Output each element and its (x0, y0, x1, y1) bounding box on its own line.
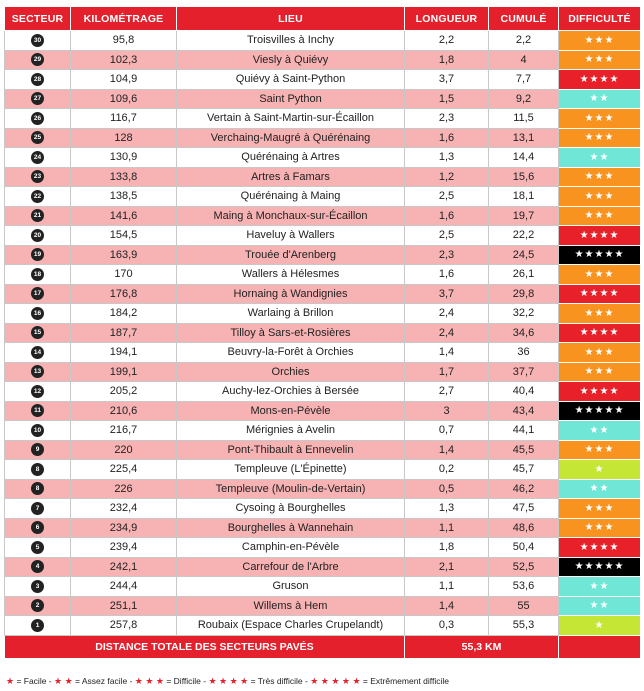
cumule-cell: 22,2 (489, 226, 559, 246)
cumule-cell: 15,6 (489, 167, 559, 187)
table-row (5, 187, 641, 207)
difficulty-stars-cell: ★★ (559, 148, 641, 168)
longueur-cell: 1,3 (405, 499, 489, 519)
kilometrage-cell: 176,8 (71, 284, 177, 304)
cumule-cell: 45,7 (489, 460, 559, 480)
kilometrage-cell: 95,8 (71, 31, 177, 51)
secteur-cell (5, 89, 71, 109)
table-row (5, 616, 641, 636)
difficulty-stars-cell: ★★★ (559, 109, 641, 129)
kilometrage-cell: 130,9 (71, 148, 177, 168)
lieu-cell: Roubaix (Espace Charles Crupelandt) (177, 616, 405, 636)
cumule-cell: 37,7 (489, 362, 559, 382)
lieu-cell: Pont-Thibault à Ennevelin (177, 440, 405, 460)
difficulty-stars-cell: ★★ (559, 479, 641, 499)
longueur-cell: 2,5 (405, 187, 489, 207)
difficulty-stars-cell: ★★★★ (559, 538, 641, 558)
header-longueur: LONGUEUR (405, 7, 489, 31)
longueur-cell: 1,2 (405, 167, 489, 187)
cumule-cell: 55 (489, 596, 559, 616)
secteur-cell (5, 557, 71, 577)
secteur-cell (5, 616, 71, 636)
header-row (5, 7, 641, 31)
longueur-cell: 1,6 (405, 128, 489, 148)
kilometrage-cell: 170 (71, 265, 177, 285)
kilometrage-cell: 184,2 (71, 304, 177, 324)
difficulty-legend (6, 676, 449, 687)
cumule-cell: 32,2 (489, 304, 559, 324)
difficulty-stars-cell: ★★★ (559, 362, 641, 382)
cumule-cell: 24,5 (489, 245, 559, 265)
lieu-cell: Troisvilles à Inchy (177, 31, 405, 51)
kilometrage-cell: 220 (71, 440, 177, 460)
kilometrage-cell: 102,3 (71, 50, 177, 70)
longueur-cell: 1,4 (405, 440, 489, 460)
table-row (5, 148, 641, 168)
difficulty-stars-cell: ★★★ (559, 31, 641, 51)
kilometrage-cell: 251,1 (71, 596, 177, 616)
secteur-number-badge: 4 (31, 560, 44, 573)
cumule-cell: 4 (489, 50, 559, 70)
cumule-cell: 34,6 (489, 323, 559, 343)
secteur-number-badge: 17 (31, 287, 44, 300)
lieu-cell: Orchies (177, 362, 405, 382)
kilometrage-cell: 138,5 (71, 187, 177, 207)
difficulty-stars-cell: ★★★★ (559, 323, 641, 343)
legend-stars-icon: ★ ★ ★ ★ ★ (310, 676, 361, 686)
cumule-cell: 50,4 (489, 538, 559, 558)
legend-label: = Extrêmement difficile (360, 676, 449, 686)
longueur-cell: 1,1 (405, 518, 489, 538)
difficulty-stars-cell: ★★★ (559, 499, 641, 519)
lieu-cell: Saint Python (177, 89, 405, 109)
kilometrage-cell: 232,4 (71, 499, 177, 519)
secteur-cell (5, 460, 71, 480)
longueur-cell: 1,1 (405, 577, 489, 597)
table-row (5, 382, 641, 402)
table-row (5, 70, 641, 90)
lieu-cell: Viesly à Quiévy (177, 50, 405, 70)
difficulty-stars-cell: ★★ (559, 596, 641, 616)
total-label: DISTANCE TOTALE DES SECTEURS PAVÉS (5, 635, 405, 658)
longueur-cell: 1,6 (405, 206, 489, 226)
cumule-cell: 44,1 (489, 421, 559, 441)
cumule-cell: 14,4 (489, 148, 559, 168)
lieu-cell: Trouée d'Arenberg (177, 245, 405, 265)
secteur-cell (5, 323, 71, 343)
secteur-number-badge: 2 (31, 599, 44, 612)
cumule-cell: 13,1 (489, 128, 559, 148)
total-row (5, 635, 641, 658)
lieu-cell: Templeuve (Moulin-de-Vertain) (177, 479, 405, 499)
header-lieu: LIEU (177, 7, 405, 31)
secteur-number-badge: 19 (31, 248, 44, 261)
secteur-cell (5, 148, 71, 168)
table-row (5, 479, 641, 499)
secteur-cell (5, 206, 71, 226)
secteur-cell (5, 440, 71, 460)
table-row (5, 577, 641, 597)
table-row (5, 557, 641, 577)
cumule-cell: 19,7 (489, 206, 559, 226)
legend-stars-icon: ★ ★ ★ ★ (208, 676, 249, 686)
cumule-cell: 11,5 (489, 109, 559, 129)
difficulty-stars-cell: ★ (559, 616, 641, 636)
longueur-cell: 2,2 (405, 31, 489, 51)
secteur-cell (5, 596, 71, 616)
difficulty-stars-cell: ★★★ (559, 440, 641, 460)
secteur-number-badge: 29 (31, 53, 44, 66)
table-row (5, 89, 641, 109)
secteur-cell (5, 362, 71, 382)
table-row (5, 50, 641, 70)
lieu-cell: Tilloy à Sars-et-Rosières (177, 323, 405, 343)
secteur-number-badge: 21 (31, 209, 44, 222)
table-row (5, 206, 641, 226)
kilometrage-cell: 239,4 (71, 538, 177, 558)
secteur-number-badge: 12 (31, 385, 44, 398)
lieu-cell: Willems à Hem (177, 596, 405, 616)
secteur-number-badge: 7 (31, 502, 44, 515)
kilometrage-cell: 244,4 (71, 577, 177, 597)
secteur-cell (5, 479, 71, 499)
difficulty-stars-cell: ★ (559, 460, 641, 480)
cumule-cell: 9,2 (489, 89, 559, 109)
lieu-cell: Bourghelles à Wannehain (177, 518, 405, 538)
table-row (5, 265, 641, 285)
kilometrage-cell: 194,1 (71, 343, 177, 363)
longueur-cell: 3,7 (405, 70, 489, 90)
kilometrage-cell: 104,9 (71, 70, 177, 90)
lieu-cell: Gruson (177, 577, 405, 597)
longueur-cell: 1,4 (405, 343, 489, 363)
secteur-cell (5, 167, 71, 187)
table-row (5, 109, 641, 129)
secteur-number-badge: 11 (31, 404, 44, 417)
difficulty-stars-cell: ★★★★★ (559, 557, 641, 577)
secteur-number-badge: 8 (31, 482, 44, 495)
table-row (5, 167, 641, 187)
cumule-cell: 53,6 (489, 577, 559, 597)
difficulty-stars-cell: ★★★★★ (559, 245, 641, 265)
kilometrage-cell: 242,1 (71, 557, 177, 577)
kilometrage-cell: 163,9 (71, 245, 177, 265)
total-value: 55,3 KM (405, 635, 559, 658)
cumule-cell: 55,3 (489, 616, 559, 636)
longueur-cell: 1,8 (405, 538, 489, 558)
legend-stars-icon: ★ ★ ★ (134, 676, 164, 686)
difficulty-stars-cell: ★★★ (559, 128, 641, 148)
legend-stars-icon: ★ (6, 676, 15, 686)
secteur-number-badge: 22 (31, 190, 44, 203)
table-row (5, 401, 641, 421)
cumule-cell: 43,4 (489, 401, 559, 421)
table-row (5, 226, 641, 246)
longueur-cell: 2,3 (405, 109, 489, 129)
longueur-cell: 0,7 (405, 421, 489, 441)
table-row (5, 596, 641, 616)
legend-label: = Difficile - (163, 676, 209, 686)
lieu-cell: Quiévy à Saint-Python (177, 70, 405, 90)
table-row (5, 245, 641, 265)
secteur-number-badge: 24 (31, 151, 44, 164)
longueur-cell: 3 (405, 401, 489, 421)
cumule-cell: 40,4 (489, 382, 559, 402)
kilometrage-cell: 199,1 (71, 362, 177, 382)
difficulty-stars-cell: ★★★★★ (559, 401, 641, 421)
secteur-cell (5, 245, 71, 265)
cumule-cell: 7,7 (489, 70, 559, 90)
lieu-cell: Auchy-lez-Orchies à Bersée (177, 382, 405, 402)
secteur-cell (5, 577, 71, 597)
difficulty-stars-cell: ★★★ (559, 518, 641, 538)
lieu-cell: Wallers à Hélesmes (177, 265, 405, 285)
legend-stars-icon: ★ ★ (54, 676, 73, 686)
lieu-cell: Verchaing-Maugré à Quérénaing (177, 128, 405, 148)
difficulty-stars-cell: ★★★ (559, 167, 641, 187)
table-row (5, 304, 641, 324)
secteur-number-badge: 26 (31, 112, 44, 125)
secteur-cell (5, 401, 71, 421)
difficulty-stars-cell: ★★★ (559, 265, 641, 285)
table-row (5, 499, 641, 519)
cumule-cell: 46,2 (489, 479, 559, 499)
header-secteur: SECTEUR (5, 7, 71, 31)
kilometrage-cell: 257,8 (71, 616, 177, 636)
total-filler (559, 635, 641, 658)
secteur-cell (5, 265, 71, 285)
secteur-cell (5, 343, 71, 363)
longueur-cell: 0,2 (405, 460, 489, 480)
legend-label: = Facile - (14, 676, 54, 686)
secteur-number-badge: 14 (31, 346, 44, 359)
header-kilometrage: KILOMÉTRAGE (71, 7, 177, 31)
table-row (5, 538, 641, 558)
kilometrage-cell: 205,2 (71, 382, 177, 402)
header-cumule: CUMULÉ (489, 7, 559, 31)
longueur-cell: 0,5 (405, 479, 489, 499)
cumule-cell: 2,2 (489, 31, 559, 51)
cumule-cell: 36 (489, 343, 559, 363)
lieu-cell: Templeuve (L'Épinette) (177, 460, 405, 480)
cumule-cell: 52,5 (489, 557, 559, 577)
difficulty-stars-cell: ★★★ (559, 50, 641, 70)
secteur-cell (5, 70, 71, 90)
table-row (5, 440, 641, 460)
secteur-number-badge: 1 (31, 619, 44, 632)
longueur-cell: 2,4 (405, 323, 489, 343)
table-row (5, 518, 641, 538)
secteur-cell (5, 109, 71, 129)
secteur-number-badge: 23 (31, 170, 44, 183)
difficulty-stars-cell: ★★ (559, 421, 641, 441)
longueur-cell: 1,7 (405, 362, 489, 382)
difficulty-stars-cell: ★★ (559, 577, 641, 597)
lieu-cell: Vertain à Saint-Martin-sur-Écaillon (177, 109, 405, 129)
legend-label: = Très difficile - (248, 676, 311, 686)
table-row (5, 31, 641, 51)
lieu-cell: Artres à Famars (177, 167, 405, 187)
table-row (5, 128, 641, 148)
lieu-cell: Mons-en-Pévèle (177, 401, 405, 421)
lieu-cell: Beuvry-la-Forêt à Orchies (177, 343, 405, 363)
kilometrage-cell: 225,4 (71, 460, 177, 480)
secteur-number-badge: 27 (31, 92, 44, 105)
table-row (5, 284, 641, 304)
secteur-number-badge: 9 (31, 443, 44, 456)
sectors-table (4, 6, 641, 659)
kilometrage-cell: 216,7 (71, 421, 177, 441)
header-difficulte: DIFFICULTÉ (559, 7, 641, 31)
secteur-cell (5, 31, 71, 51)
cumule-cell: 48,6 (489, 518, 559, 538)
table-row (5, 343, 641, 363)
secteur-cell (5, 50, 71, 70)
lieu-cell: Mérignies à Avelin (177, 421, 405, 441)
kilometrage-cell: 109,6 (71, 89, 177, 109)
difficulty-stars-cell: ★★★★ (559, 226, 641, 246)
longueur-cell: 2,5 (405, 226, 489, 246)
secteur-number-badge: 15 (31, 326, 44, 339)
lieu-cell: Hornaing à Wandignies (177, 284, 405, 304)
secteur-cell (5, 538, 71, 558)
longueur-cell: 2,7 (405, 382, 489, 402)
lieu-cell: Warlaing à Brillon (177, 304, 405, 324)
difficulty-stars-cell: ★★★★ (559, 284, 641, 304)
secteur-number-badge: 3 (31, 580, 44, 593)
secteur-cell (5, 284, 71, 304)
secteur-number-badge: 6 (31, 521, 44, 534)
legend-label: = Assez facile - (72, 676, 135, 686)
kilometrage-cell: 141,6 (71, 206, 177, 226)
lieu-cell: Carrefour de l'Arbre (177, 557, 405, 577)
secteur-number-badge: 20 (31, 229, 44, 242)
secteurs-pavés-sheet (4, 6, 640, 659)
secteur-number-badge: 8 (31, 463, 44, 476)
secteur-number-badge: 13 (31, 365, 44, 378)
table-row (5, 460, 641, 480)
cumule-cell: 26,1 (489, 265, 559, 285)
kilometrage-cell: 128 (71, 128, 177, 148)
sectors-body (5, 31, 641, 636)
difficulty-stars-cell: ★★★★ (559, 70, 641, 90)
secteur-number-badge: 28 (31, 73, 44, 86)
kilometrage-cell: 234,9 (71, 518, 177, 538)
kilometrage-cell: 210,6 (71, 401, 177, 421)
cumule-cell: 18,1 (489, 187, 559, 207)
cumule-cell: 45,5 (489, 440, 559, 460)
longueur-cell: 0,3 (405, 616, 489, 636)
longueur-cell: 1,6 (405, 265, 489, 285)
lieu-cell: Haveluy à Wallers (177, 226, 405, 246)
kilometrage-cell: 187,7 (71, 323, 177, 343)
secteur-number-badge: 30 (31, 34, 44, 47)
longueur-cell: 2,3 (405, 245, 489, 265)
difficulty-stars-cell: ★★★ (559, 343, 641, 363)
lieu-cell: Cysoing à Bourghelles (177, 499, 405, 519)
longueur-cell: 1,4 (405, 596, 489, 616)
secteur-cell (5, 421, 71, 441)
secteur-cell (5, 382, 71, 402)
secteur-cell (5, 128, 71, 148)
table-row (5, 362, 641, 382)
lieu-cell: Camphin-en-Pévèle (177, 538, 405, 558)
kilometrage-cell: 116,7 (71, 109, 177, 129)
cumule-cell: 29,8 (489, 284, 559, 304)
secteur-cell (5, 226, 71, 246)
secteur-number-badge: 10 (31, 424, 44, 437)
difficulty-stars-cell: ★★★ (559, 206, 641, 226)
secteur-number-badge: 5 (31, 541, 44, 554)
difficulty-stars-cell: ★★★★ (559, 382, 641, 402)
secteur-cell (5, 304, 71, 324)
table-row (5, 421, 641, 441)
longueur-cell: 1,8 (405, 50, 489, 70)
longueur-cell: 1,5 (405, 89, 489, 109)
kilometrage-cell: 154,5 (71, 226, 177, 246)
difficulty-stars-cell: ★★★ (559, 304, 641, 324)
secteur-cell (5, 518, 71, 538)
longueur-cell: 2,1 (405, 557, 489, 577)
longueur-cell: 1,3 (405, 148, 489, 168)
longueur-cell: 2,4 (405, 304, 489, 324)
difficulty-stars-cell: ★★★ (559, 187, 641, 207)
kilometrage-cell: 133,8 (71, 167, 177, 187)
lieu-cell: Quérénaing à Maing (177, 187, 405, 207)
table-row (5, 323, 641, 343)
difficulty-stars-cell: ★★ (559, 89, 641, 109)
secteur-cell (5, 499, 71, 519)
secteur-number-badge: 25 (31, 131, 44, 144)
longueur-cell: 3,7 (405, 284, 489, 304)
secteur-number-badge: 18 (31, 268, 44, 281)
kilometrage-cell: 226 (71, 479, 177, 499)
lieu-cell: Maing à Monchaux-sur-Écaillon (177, 206, 405, 226)
secteur-number-badge: 16 (31, 307, 44, 320)
lieu-cell: Quérénaing à Artres (177, 148, 405, 168)
secteur-cell (5, 187, 71, 207)
cumule-cell: 47,5 (489, 499, 559, 519)
